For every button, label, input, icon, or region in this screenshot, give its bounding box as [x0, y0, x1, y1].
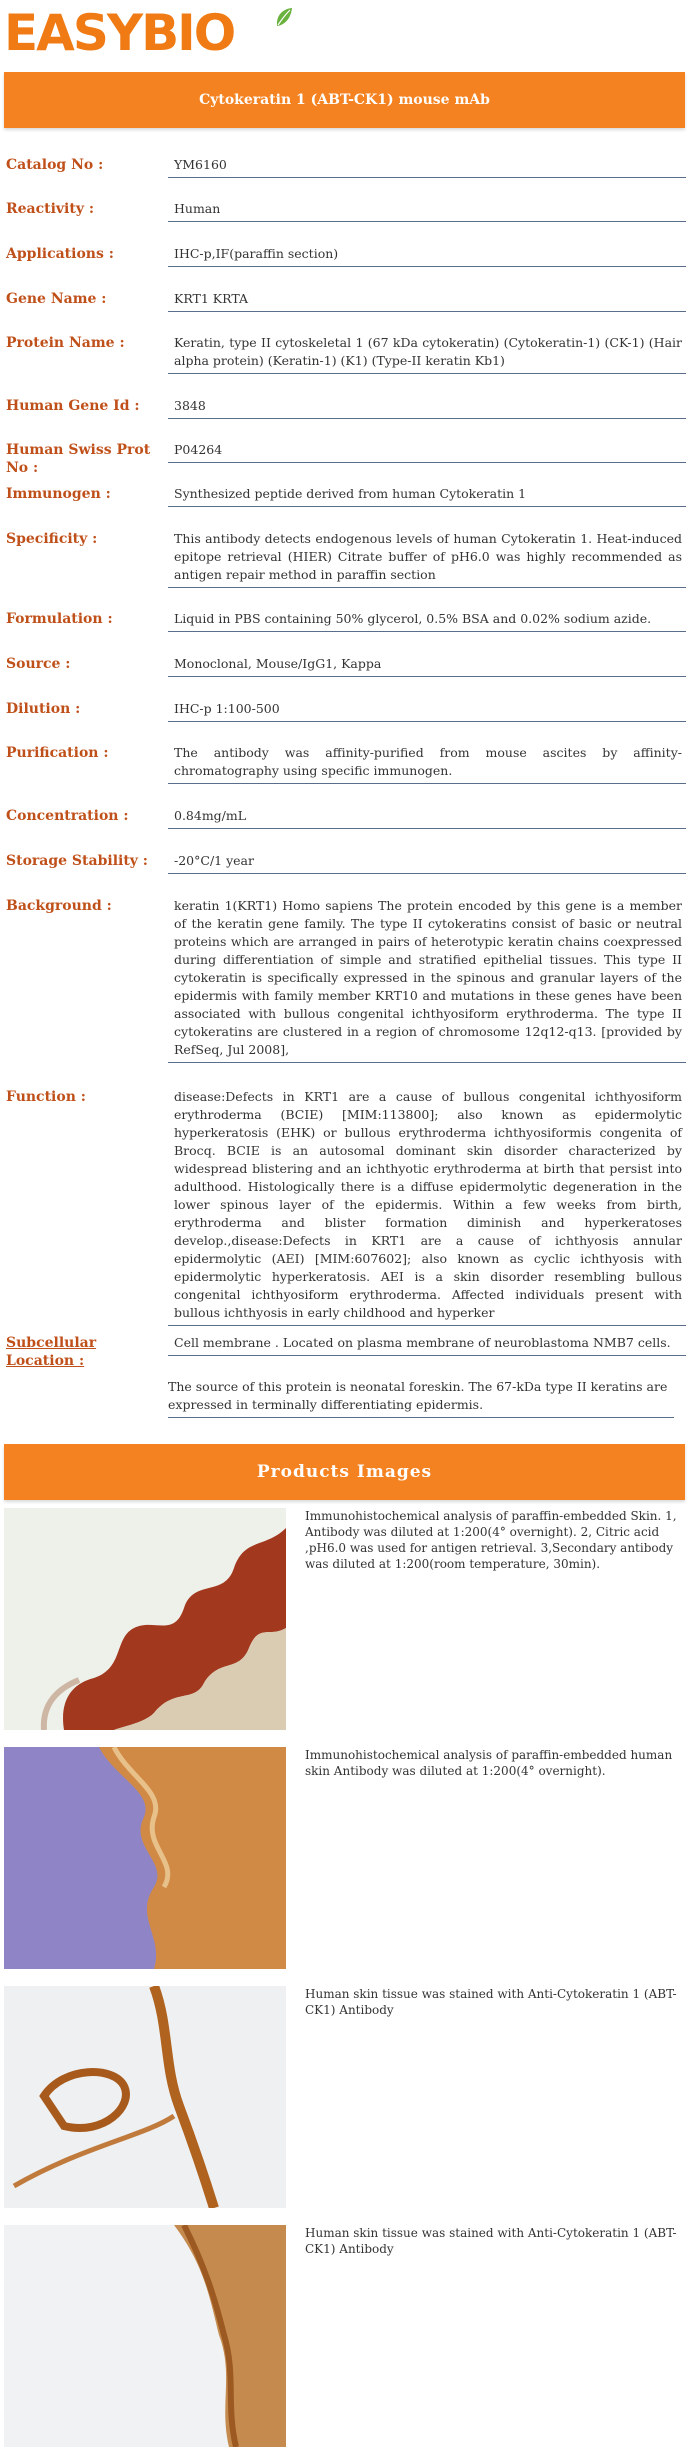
- field-label: Applications :: [6, 246, 114, 262]
- field-value: 0.84mg/mL: [168, 807, 686, 829]
- field-label: Background :: [6, 898, 112, 914]
- brand-logo: [4, 4, 304, 62]
- leaf-icon: [274, 6, 294, 28]
- ihc-image-3: [4, 1986, 286, 2208]
- field-value: Synthesized peptide derived from human Cytokeratin 1: [168, 485, 686, 507]
- field-label: Protein Name :: [6, 335, 125, 351]
- image-caption-3: Human skin tissue was stained with Anti-Cytokeratin 1 (ABT-CK1) Antibody: [305, 1987, 677, 2017]
- field-label: Human Swiss Prot No :: [6, 442, 151, 476]
- field-label: Gene Name :: [6, 291, 107, 307]
- product-title-banner: [4, 72, 685, 128]
- products-heading: Products Images: [256, 1462, 433, 1482]
- field-label: Concentration :: [6, 808, 129, 824]
- field-value: P04264: [168, 441, 686, 463]
- field-value: YM6160: [168, 156, 686, 178]
- field-label: Function :: [6, 1089, 86, 1105]
- field-value: IHC-p 1:100-500: [168, 700, 686, 722]
- product-title: Cytokeratin 1 (ABT-CK1) mouse mAb: [199, 92, 490, 108]
- products-images-banner: [4, 1444, 685, 1500]
- field-label: Catalog No :: [6, 157, 104, 173]
- field-label: Purification :: [6, 745, 109, 761]
- field-label: Human Gene Id :: [6, 398, 140, 414]
- field-label: Source :: [6, 656, 71, 672]
- field-value: disease:Defects in KRT1 are a cause of bullous congenital ichthyosiform erythroderma (BCIE) [MIM:113800]; also known as epidermolytic hyperkeratosis (EHK) or bullous erythroderma ichthyosiformis congenita of Brocq. BCIE is an autosomal dominant skin disorder characterized by widespread blistering and an ichthyotic erythroderma at birth that persist into adulthood. Histologically there is a diffuse epidermolytic degeneration in the lower spinous layer of the epidermis. Within a few weeks from birth, erythroderma and blister formation diminish and hyperkeratoses develop.,disease:Defects in KRT1 are a cause of ichthyosis annular epidermolytic (AEI) [MIM:607602]; also known as cyclic ichthyosis with epidermolytic hyperkeratosis. AEI is a skin disorder resembling bullous congenital ichthyosiform erythroderma. Affected individuals present with bullous ichthyosis in early childhood and hyperker: [168, 1088, 686, 1326]
- field-label: Subcellular Location :: [6, 1335, 97, 1369]
- image-caption-1: Immunohistochemical analysis of paraffin-embedded Skin. 1, Antibody was diluted at 1:200(4° overnight). 2, Citric acid ,pH6.0 was used for antigen retrieval. 3,Secondary antibody was diluted at 1:200(room temperature, 30min).: [305, 1509, 677, 1571]
- field-label: Specificity :: [6, 531, 98, 547]
- field-value: 3848: [168, 397, 686, 419]
- field-value: Cell membrane . Located on plasma membrane of neuroblastoma NMB7 cells.: [168, 1334, 686, 1356]
- field-label: Immunogen :: [6, 486, 111, 502]
- brand-name: EASYBIO: [4, 4, 235, 62]
- field-value: -20°C/1 year: [168, 852, 686, 874]
- ihc-image-1: [4, 1508, 286, 1730]
- field-value: Human: [168, 200, 686, 222]
- field-value: keratin 1(KRT1) Homo sapiens The protein encoded by this gene is a member of the keratin gene family. The type II cytokeratins consist of basic or neutral proteins which are arranged in pairs of heterotypic keratin chains coexpressed during differentiation of simple and stratified epithelial tissues. This type II cytokeratin is specifically expressed in the spinous and granular layers of the epidermis with family member KRT10 and mutations in these genes have been associated with bullous congenital ichthyosiform erythroderma. The type II cytokeratins are clustered in a region of chromosome 12q12-q13. [provided by RefSeq, Jul 2008],: [168, 897, 686, 1063]
- ihc-image-2: [4, 1747, 286, 1969]
- field-value: Keratin, type II cytoskeletal 1 (67 kDa cytokeratin) (Cytokeratin-1) (CK-1) (Hair alpha protein) (Keratin-1) (K1) (Type-II keratin Kb1): [168, 334, 686, 374]
- image-caption-4: Human skin tissue was stained with Anti-Cytokeratin 1 (ABT-CK1) Antibody: [305, 2226, 677, 2256]
- ihc-image-4: [4, 2225, 286, 2447]
- field-label: Dilution :: [6, 701, 81, 717]
- extra-note: The source of this protein is neonatal foreskin. The 67-kDa type II keratins are expressed in terminally differentiating epidermis.: [168, 1378, 674, 1418]
- field-value: This antibody detects endogenous levels of human Cytokeratin 1. Heat-induced epitope retrieval (HIER) Citrate buffer of pH6.0 was highly recommended as antigen repair method in paraffin section: [168, 530, 686, 588]
- field-value: Liquid in PBS containing 50% glycerol, 0.5% BSA and 0.02% sodium azide.: [168, 610, 686, 632]
- field-label: Formulation :: [6, 611, 113, 627]
- field-label: Storage Stability :: [6, 853, 148, 869]
- image-caption-2: Immunohistochemical analysis of paraffin-embedded human skin Antibody was diluted at 1:200(4° overnight).: [305, 1748, 673, 1778]
- field-value: Monoclonal, Mouse/IgG1, Kappa: [168, 655, 686, 677]
- field-value: The antibody was affinity-purified from mouse ascites by affinity-chromatography using specific immunogen.: [168, 744, 686, 784]
- field-value: IHC-p,IF(paraffin section): [168, 245, 686, 267]
- field-label: Reactivity :: [6, 201, 95, 217]
- field-value: KRT1 KRTA: [168, 290, 686, 312]
